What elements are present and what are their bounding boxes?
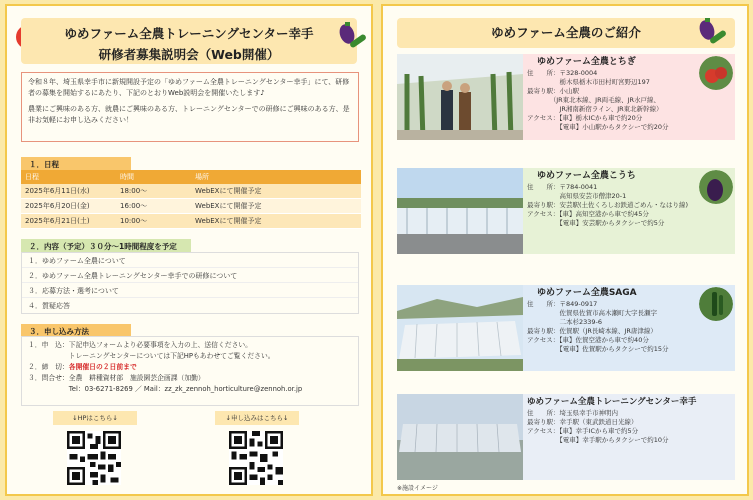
eggplant-photo [699, 170, 733, 204]
cell-date: 2025年6月11日(水) [21, 184, 116, 199]
info-line: 【電車】安芸駅からタクシーで約5分 [527, 219, 665, 227]
eggplant-cucumber-icon [695, 16, 729, 50]
info-line: アクセス：【車】佐賀空港から車で約40分 [527, 336, 649, 344]
greenhouse-exterior-photo [397, 168, 523, 254]
greenhouse-aerial-photo [397, 285, 523, 371]
table-row [21, 184, 361, 199]
info-line: 二本杉2339-6 [527, 318, 603, 326]
list-item: ３．応募方法・選考について [22, 283, 358, 298]
col-header-time: 時間 [116, 170, 191, 184]
info-line: 高知県安芸市僧津20-1 [527, 192, 627, 200]
info-line: 最寄り駅：小山駅 [527, 87, 579, 95]
cell-time: 10:00～ [116, 214, 191, 229]
table-row [21, 199, 361, 214]
farm-name: ゆめファーム全農SAGA [537, 288, 637, 298]
deadline-text: 各開催日の２日前まで [68, 363, 137, 371]
apply-line: トレーニングセンターについては下記HPもあわせてご覧ください。 [28, 352, 275, 360]
apply-line: １．申 込：下記申込フォームより必要事項を入力の上、送信ください。 [28, 341, 252, 349]
title-line-1: ゆめファーム全農トレーニングセンター幸手 [64, 26, 314, 41]
list-item: ２．ゆめファーム全農トレーニングセンター幸手での研修について [22, 268, 358, 283]
deadline-prefix: ２．締 切： [28, 363, 69, 371]
farm-name: ゆめファーム全農こうち [537, 171, 636, 181]
farm-card-saga [397, 285, 735, 371]
title-line-2: 研修者募集説明会（Web開催） [98, 47, 280, 62]
info-line: 【電車】小山駅からタクシーで約20分 [527, 123, 669, 131]
cell-date: 2025年6月20日(金) [21, 199, 116, 214]
cell-place: WebEXにて開催予定 [191, 199, 361, 214]
farm-name: ゆめファーム全農とちぎ [537, 57, 636, 67]
cucumber-photo [699, 287, 733, 321]
info-line: 栃木県栃木市田村町宮野辺197 [527, 78, 650, 86]
apply-qr-code[interactable] [229, 431, 283, 485]
info-line: JR湘南新宿ライン、JR東北新幹線） [527, 105, 663, 113]
intro-paragraph-1: 令和８年、埼玉県幸手市に新規開設予定の「ゆめファーム全農トレーニングセンター幸手」にて、研修者の募集を開始するにあたり、下記のとおりWeb説明会を開催いたします♪ [28, 78, 350, 97]
intro-box [21, 72, 359, 142]
eggplant-cucumber-icon [335, 20, 369, 56]
info-line: 最寄り駅：佐賀駅（JR長崎本線、JR唐津線） [527, 327, 657, 335]
intro-paragraph-2: 農業にご興味のある方、就農にご興味のある方、トレーニングセンターでの研修にご興味のある方、是非お気軽にお申し込みください！ [28, 105, 350, 124]
apply-link-label[interactable]: ↓申し込みはこちら↓ [215, 411, 299, 425]
table-row [21, 214, 361, 229]
farm-card-tochigi [397, 54, 735, 140]
cell-time: 18:00～ [116, 184, 191, 199]
farm-card-satte [397, 394, 735, 480]
info-line: アクセス：【車】幸手ICから車で約5分 [527, 427, 639, 435]
info-line: 佐賀県佐賀市高木瀬町大字長瀬字 [527, 309, 657, 317]
col-header-date: 日程 [21, 170, 116, 184]
info-line: アクセス：【車】高知空港から車で約45分 [527, 210, 649, 218]
farm-card-kochi [397, 168, 735, 254]
image-note: ※施設イメージ [397, 485, 438, 492]
farm-info [523, 394, 735, 480]
col-header-place: 場所 [191, 170, 361, 184]
schedule-table [21, 170, 361, 229]
info-line: 住 所：〒328-0004 [527, 69, 598, 77]
farm-name: ゆめファーム全農トレーニングセンター幸手 [527, 397, 697, 407]
cell-place: WebEXにて開催予定 [191, 184, 361, 199]
apply-line: ３．問合せ：全農 耕種資材部 施設園芸企画課（加勤） [28, 374, 205, 382]
list-item: ４．質疑応答 [28, 302, 70, 310]
hp-link-label[interactable]: ↓HPはこちら↓ [53, 411, 137, 425]
recruitment-panel [5, 4, 373, 496]
cell-place: WebEXにて開催予定 [191, 214, 361, 229]
info-line: 住 所：埼玉県幸手市神明内 [527, 409, 618, 417]
info-line: 住 所：〒784-0041 [527, 183, 598, 191]
page-title [21, 18, 357, 64]
hp-qr-code[interactable] [67, 431, 121, 485]
content-heading: ２．内容（予定）３０分～1時間程度を予定 [21, 239, 191, 252]
info-line: （JR東北本線、JR両毛線、JR水戸線、 [527, 96, 661, 104]
info-line: 【電車】幸手駅からタクシーで約10分 [527, 436, 669, 444]
info-line: アクセス：【車】栃木ICから車で約20分 [527, 114, 643, 122]
apply-box [21, 336, 359, 406]
info-line: 【電車】佐賀駅からタクシーで約15分 [527, 345, 669, 353]
apply-heading: ３．申し込み方法 [21, 324, 131, 337]
training-center-image [397, 394, 523, 480]
apply-deadline-line [28, 362, 352, 373]
cell-date: 2025年6月21日(土) [21, 214, 116, 229]
info-line: 住 所：〒849-0917 [527, 300, 598, 308]
info-line: 最寄り駅：幸手駅（東武鉄道日光線） [527, 418, 638, 426]
cell-time: 16:00～ [116, 199, 191, 214]
schedule-heading: １．日程 [21, 157, 131, 170]
contact-line: Tel：03-6271-8269 ／ Mail：zz_zk_zennoh_horticulture@zennoh.or.jp [28, 385, 303, 393]
info-line: 最寄り駅：安芸駅(土佐くろしお鉄道ごめん・なはり線) [527, 201, 689, 209]
greenhouse-interior-photo [397, 54, 523, 140]
tomato-photo [699, 56, 733, 90]
farm-intro-panel [381, 4, 749, 496]
intro-title: ゆめファーム全農のご紹介 [397, 18, 735, 48]
content-list [21, 252, 359, 314]
list-item: １．ゆめファーム全農について [22, 253, 358, 268]
